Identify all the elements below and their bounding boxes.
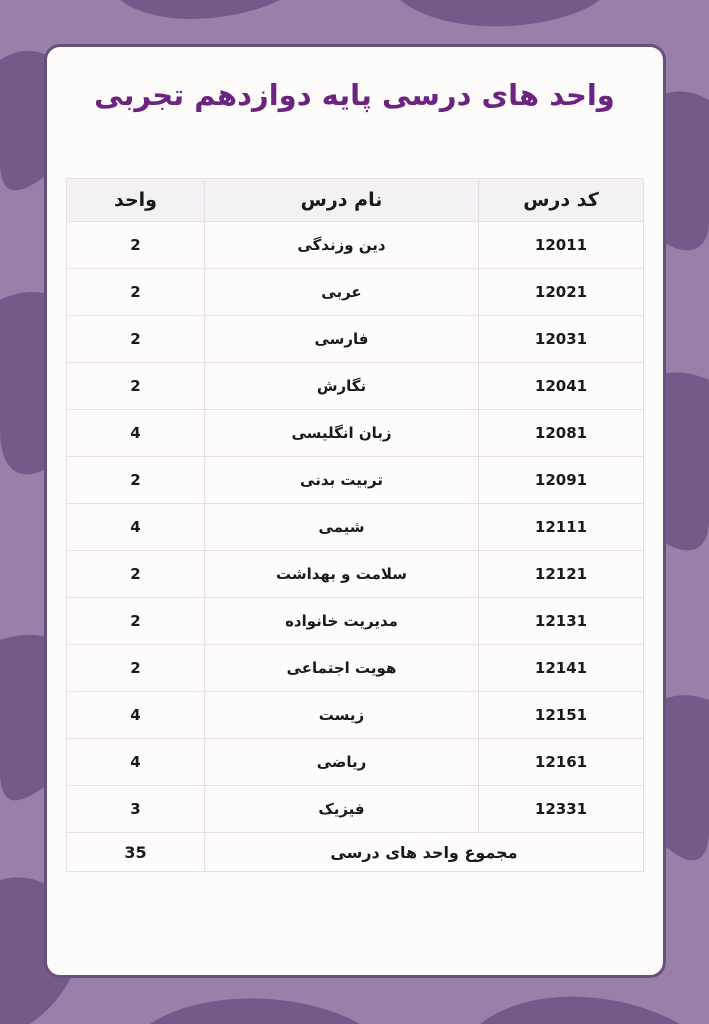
table-row [67, 316, 644, 363]
cell-code: 12031 [479, 316, 644, 363]
table-row [67, 269, 644, 316]
cell-code: 12041 [479, 363, 644, 410]
units-table [66, 178, 644, 872]
cell-unit: 3 [67, 786, 205, 833]
cell-code: 12121 [479, 551, 644, 598]
cell-name: زبان انگلیسی [205, 410, 479, 457]
cell-name: مدیریت خانواده [205, 598, 479, 645]
cell-unit: 2 [67, 363, 205, 410]
cell-name: فارسی [205, 316, 479, 363]
cell-code: 12011 [479, 222, 644, 269]
cell-code: 12141 [479, 645, 644, 692]
table-row [67, 739, 644, 786]
cell-name: هویت اجتماعی [205, 645, 479, 692]
table-row [67, 504, 644, 551]
header-name: نام درس [205, 179, 479, 222]
cell-unit: 2 [67, 269, 205, 316]
total-label: مجموع واحد های درسی [205, 833, 644, 872]
header-code: کد درس [479, 179, 644, 222]
cell-name: زیست [205, 692, 479, 739]
table-row [67, 363, 644, 410]
cell-unit: 4 [67, 739, 205, 786]
cell-code: 12151 [479, 692, 644, 739]
cell-code: 12161 [479, 739, 644, 786]
header-unit: واحد [67, 179, 205, 222]
table-row [67, 692, 644, 739]
page-title: واحد های درسی پایه دوازدهم تجربی [94, 78, 615, 112]
cell-code: 12021 [479, 269, 644, 316]
cell-unit: 2 [67, 551, 205, 598]
cell-unit: 2 [67, 316, 205, 363]
cell-unit: 2 [67, 598, 205, 645]
total-units-value: 35 [67, 833, 205, 872]
cell-name: تربیت بدنی [205, 457, 479, 504]
cell-name: سلامت و بهداشت [205, 551, 479, 598]
table-row [67, 645, 644, 692]
table-row [67, 457, 644, 504]
cell-code: 12111 [479, 504, 644, 551]
cell-code: 12131 [479, 598, 644, 645]
cell-unit: 4 [67, 504, 205, 551]
table-row [67, 410, 644, 457]
cell-name: شیمی [205, 504, 479, 551]
cell-unit: 4 [67, 410, 205, 457]
cell-name: دین وزندگی [205, 222, 479, 269]
cell-code: 12091 [479, 457, 644, 504]
cell-unit: 2 [67, 222, 205, 269]
table-row [67, 786, 644, 833]
cell-name: نگارش [205, 363, 479, 410]
cell-unit: 2 [67, 457, 205, 504]
cell-name: ریاضی [205, 739, 479, 786]
table-row [67, 222, 644, 269]
cell-unit: 2 [67, 645, 205, 692]
cell-code: 12331 [479, 786, 644, 833]
table-header-row [67, 179, 644, 222]
table-row [67, 598, 644, 645]
cell-code: 12081 [479, 410, 644, 457]
cell-name: فیزیک [205, 786, 479, 833]
cell-unit: 4 [67, 692, 205, 739]
total-row [67, 833, 644, 872]
cell-name: عربی [205, 269, 479, 316]
table-row [67, 551, 644, 598]
